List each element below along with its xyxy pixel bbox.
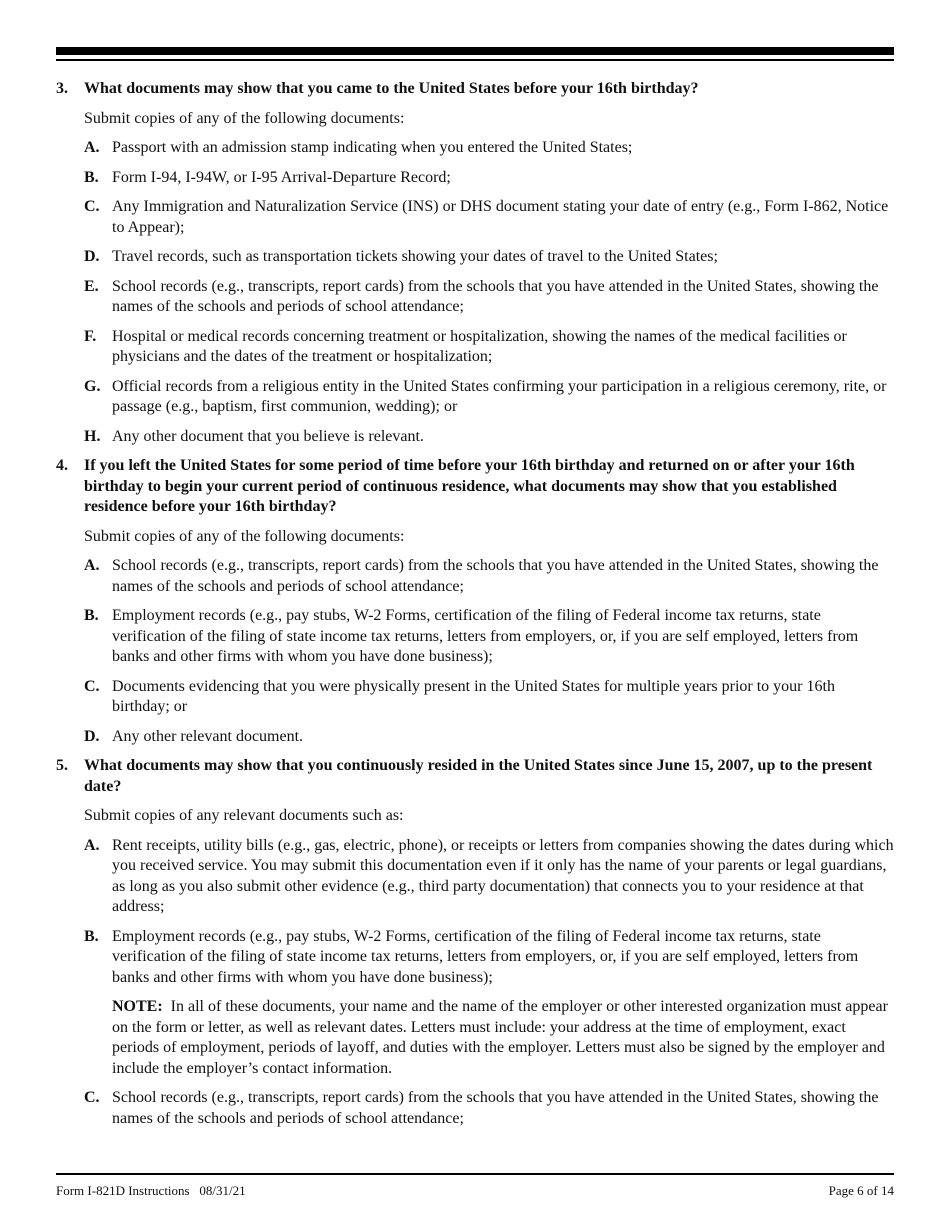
list-item xyxy=(56,836,896,918)
item-text: Any other relevant document. xyxy=(112,727,304,745)
list-item xyxy=(56,927,896,989)
list-item xyxy=(56,677,896,718)
list-item xyxy=(56,556,896,597)
section-intro: Submit copies of any of the following documents: xyxy=(84,109,405,127)
section-intro: Submit copies of any relevant documents such as: xyxy=(84,807,404,824)
item-text: Rent receipts, utility bills (e.g., gas, electric, phone), or receipts or letters from companies showing the dates during which you received service. You may submit this documentation even if it only has the name of your parents or legal guardians, as long as you also submit other evidence (e.g., third party documentation) that connects you to your residence at that address; xyxy=(112,836,894,915)
question-3 xyxy=(56,79,896,100)
item-letter: D. xyxy=(84,248,100,265)
item-letter: C. xyxy=(84,198,100,215)
question-number: 3. xyxy=(56,80,68,97)
list-item xyxy=(56,427,896,448)
question-number: 4. xyxy=(56,457,68,474)
item-text: Hospital or medical records concerning treatment or hospitalization, showing the names of the medical facilities or physicians and the dates of the treatment or hospitalization; xyxy=(112,327,847,365)
list-item xyxy=(56,327,896,368)
item-letter: B. xyxy=(84,607,99,624)
item-text: Employment records (e.g., pay stubs, W-2 Forms, certification of the filing of Federal income tax returns, state verification of the filing of state income tax returns, letters from employers, or, if you are self employed, letters from banks and other firms with whom you have done business); xyxy=(112,607,859,665)
list-item xyxy=(56,247,896,268)
document-body xyxy=(56,79,896,1138)
list-item xyxy=(56,377,896,418)
item-letter: A. xyxy=(84,139,100,156)
list-item xyxy=(56,168,896,189)
item-letter: F. xyxy=(84,327,97,345)
item-letter: E. xyxy=(84,277,99,295)
item-letter: G. xyxy=(84,377,101,395)
note-block xyxy=(56,997,896,1079)
item-text: Passport with an admission stamp indicating when you entered the United States; xyxy=(112,139,633,156)
question-text: What documents may show that you came to the United States before your 16th birthday? xyxy=(84,80,699,97)
header-rule-thick xyxy=(56,47,894,55)
item-letter: A. xyxy=(84,836,100,854)
item-text: Any Immigration and Naturalization Service (INS) or DHS document stating your date of entry (e.g., Form I-862, Notice to Appear); xyxy=(112,198,889,236)
item-text: Travel records, such as transportation tickets showing your dates of travel to the United States; xyxy=(112,248,718,265)
item-letter: C. xyxy=(84,1089,100,1106)
item-letter: D. xyxy=(84,727,100,745)
note-label: NOTE: xyxy=(112,998,163,1015)
item-letter: B. xyxy=(84,168,99,186)
note-text: In all of these documents, your name and the name of the employer or other interested organization must appear on the form or letter, as well as relevant dates. Letters must include: your address at the time of employment, exact periods of employment, periods of layoff, and duties with the employer. Letters must also be signed by the employer and include the employer’s contact information. xyxy=(112,998,888,1077)
question-text: What documents may show that you continuously resided in the United States since June 15, 2007, up to the present date? xyxy=(84,757,873,795)
item-text: Employment records (e.g., pay stubs, W-2 Forms, certification of the filing of Federal income tax returns, state verification of the filing of state income tax returns, letters from employers, or, if you are self employed, letters from banks and other firms with whom you have done business); xyxy=(112,927,859,986)
item-text: School records (e.g., transcripts, report cards) from the schools that you have attended in the United States, showing the names of the schools and periods of school attendance; xyxy=(112,557,879,595)
question-4 xyxy=(56,456,896,518)
header-rule-thin xyxy=(56,59,894,61)
item-text: Form I-94, I-94W, or I-95 Arrival-Departure Record; xyxy=(112,168,451,186)
footer-page-number: Page 6 of 14 xyxy=(828,1183,894,1198)
question-5 xyxy=(56,756,896,797)
list-item xyxy=(56,606,896,668)
list-item xyxy=(56,138,896,159)
item-text: Official records from a religious entity in the United States confirming your participation in a religious ceremony, rite, or passage (e.g., baptism, first communion, wedding); or xyxy=(112,377,887,415)
item-text: Any other document that you believe is relevant. xyxy=(112,427,424,445)
section-intro: Submit copies of any of the following documents: xyxy=(84,527,405,545)
item-text: School records (e.g., transcripts, report cards) from the schools that you have attended in the United States, showing the names of the schools and periods of school attendance; xyxy=(112,1089,879,1127)
item-letter: B. xyxy=(84,927,99,945)
list-item xyxy=(56,197,896,238)
item-text: Documents evidencing that you were physically present in the United States for multiple years prior to your 16th birthday; or xyxy=(112,677,835,715)
footer-rule xyxy=(56,1173,894,1175)
item-text: School records (e.g., transcripts, report cards) from the schools that you have attended in the United States, showing the names of the schools and periods of school attendance; xyxy=(112,277,879,315)
footer-form-info: Form I-821D Instructions 08/31/21 xyxy=(56,1183,246,1198)
item-letter: H. xyxy=(84,427,101,445)
question-text: If you left the United States for some period of time before your 16th birthday and returned on or after your 16th birthday to begin your current period of continuous residence, what documents may show that you established residence before your 16th birthday? xyxy=(84,457,855,515)
item-letter: C. xyxy=(84,677,100,695)
item-letter: A. xyxy=(84,557,100,574)
list-item xyxy=(56,277,896,318)
question-number: 5. xyxy=(56,757,68,774)
list-item xyxy=(56,1088,896,1129)
list-item xyxy=(56,727,896,748)
